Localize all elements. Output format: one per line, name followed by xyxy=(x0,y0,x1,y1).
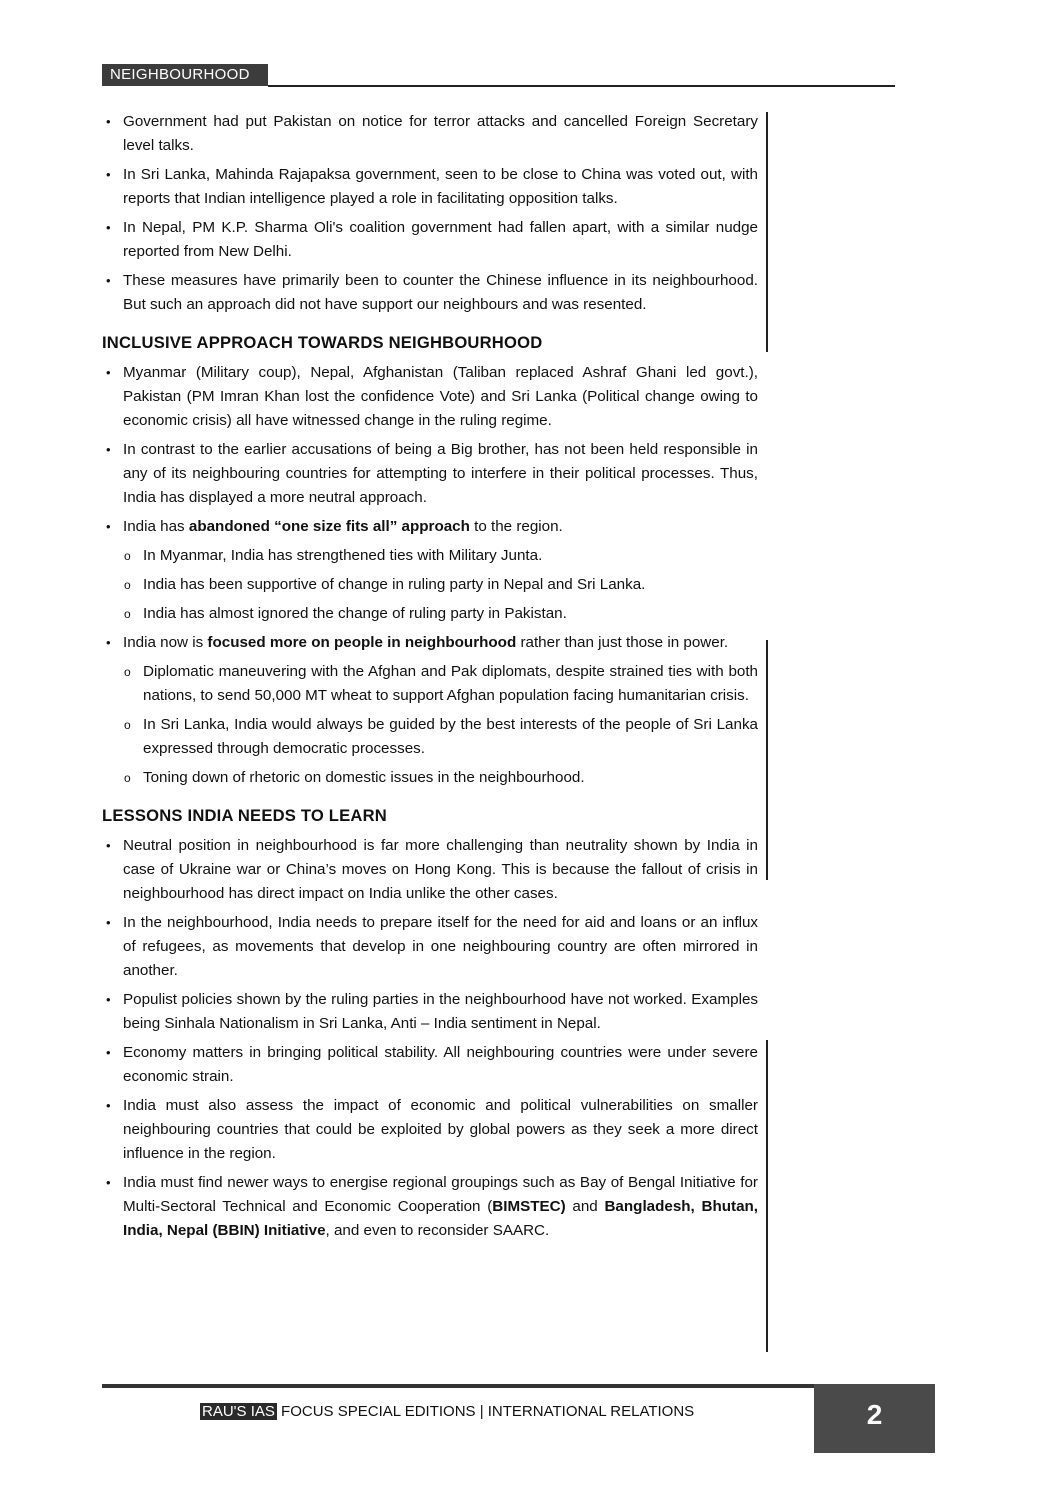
list-item: • In Sri Lanka, Mahinda Rajapaksa government, seen to be close to China was voted out, with reports that Indian intelligence played a role in facilitating opposition talks. xyxy=(102,163,758,211)
text-run: India now is xyxy=(123,634,208,651)
footer-brand: RAU'S IAS xyxy=(202,1403,275,1420)
bold-text: abandoned “one size fits all” approach xyxy=(188,518,470,535)
section-heading-inclusive-approach: INCLUSIVE APPROACH TOWARDS NEIGHBOURHOOD xyxy=(102,333,543,352)
text-run: , and even to reconsider SAARC. xyxy=(325,1222,550,1239)
sub-list-item: o Toning down of rhetoric on domestic issues in the neighbourhood. xyxy=(102,766,758,790)
inclusive-approach-list xyxy=(102,361,758,790)
main-content xyxy=(102,110,758,1248)
list-item xyxy=(102,631,758,655)
list-item: • Neutral position in neighbourhood is far more challenging than neutrality shown by India in case of Ukraine war or China’s moves on Hong Kong. This is because the fallout of crisis in neighbourhood has direct impact on India unlike the other cases. xyxy=(102,834,758,906)
list-item: • Myanmar (Military coup), Nepal, Afghanistan (Taliban replaced Ashraf Ghani led govt.), Pakistan (PM Imran Khan lost the confidence Vote) and Sri Lanka (Political change owing to economic crisis) all have witnessed change in the ruling regime. xyxy=(102,361,758,433)
sub-list-item: o In Sri Lanka, India would always be guided by the best interests of the people of Sri Lanka expressed through democratic processes. xyxy=(102,713,758,761)
header-rule xyxy=(268,85,895,87)
list-item: • In contrast to the earlier accusations of being a Big brother, has not been held responsible in any of its neighbouring countries for attempting to interfere in their political processes. Thus, India has displayed a more neutral approach. xyxy=(102,438,758,510)
text-run: and xyxy=(565,1198,605,1215)
section-heading-lessons: LESSONS INDIA NEEDS TO LEARN xyxy=(102,806,387,825)
text-run: to the region. xyxy=(469,518,563,535)
list-item: • These measures have primarily been to counter the Chinese influence in its neighbourhood. But such an approach did not have support our neighbours and was resented. xyxy=(102,269,758,317)
bold-text: focused more on people in neighbourhood xyxy=(207,634,517,651)
footer-title xyxy=(200,1403,694,1421)
right-margin-rule xyxy=(766,640,768,880)
list-item: • Government had put Pakistan on notice for terror attacks and cancelled Foreign Secretary level talks. xyxy=(102,110,758,158)
bold-text: Bangladesh, Bhutan, India, Nepal (BBIN) Initiative xyxy=(123,1198,759,1239)
sub-list-item: o India has been supportive of change in ruling party in Nepal and Sri Lanka. xyxy=(102,573,758,597)
text-run: India has xyxy=(123,518,189,535)
list-item xyxy=(102,515,758,539)
footer-rule xyxy=(102,1384,814,1388)
right-margin-rule xyxy=(766,1040,768,1352)
text-run: India must find newer ways to energise regional groupings such as Bay of Bengal Initiative for Multi-Sectoral Technical and Economic Cooperation ( xyxy=(123,1174,758,1215)
list-item: • In the neighbourhood, India needs to prepare itself for the need for aid and loans or an influx of refugees, as movements that develop in one neighbouring country are often mirrored in another. xyxy=(102,911,758,983)
list-item: • Populist policies shown by the ruling parties in the neighbourhood have not worked. Examples being Sinhala Nationalism in Sri Lanka, Anti – India sentiment in Nepal. xyxy=(102,988,758,1036)
list-item: • India must also assess the impact of economic and political vulnerabilities on smaller neighbouring countries that could be exploited by global powers as they seek a more direct influence in the region. xyxy=(102,1094,758,1166)
text-run: rather than just those in power. xyxy=(516,634,729,651)
right-margin-rule xyxy=(766,112,768,352)
lessons-list xyxy=(102,834,758,1243)
page-number: 2 xyxy=(814,1384,935,1453)
list-item xyxy=(102,1171,758,1243)
list-item: • Economy matters in bringing political stability. All neighbouring countries were under severe economic strain. xyxy=(102,1041,758,1089)
footer-caption: FOCUS SPECIAL EDITIONS | INTERNATIONAL RELATIONS xyxy=(276,1403,695,1420)
intro-list xyxy=(102,110,758,317)
bold-text: BIMSTEC) xyxy=(492,1198,566,1215)
section-header-tab: NEIGHBOURHOOD xyxy=(102,64,268,86)
sub-list-item: o Diplomatic maneuvering with the Afghan and Pak diplomats, despite strained ties with both nations, to send 50,000 MT wheat to support Afghan population facing humanitarian crisis. xyxy=(102,660,758,708)
sub-list-item: o India has almost ignored the change of ruling party in Pakistan. xyxy=(102,602,758,626)
sub-list-item: o In Myanmar, India has strengthened ties with Military Junta. xyxy=(102,544,758,568)
list-item: • In Nepal, PM K.P. Sharma Oli's coalition government had fallen apart, with a similar nudge reported from New Delhi. xyxy=(102,216,758,264)
